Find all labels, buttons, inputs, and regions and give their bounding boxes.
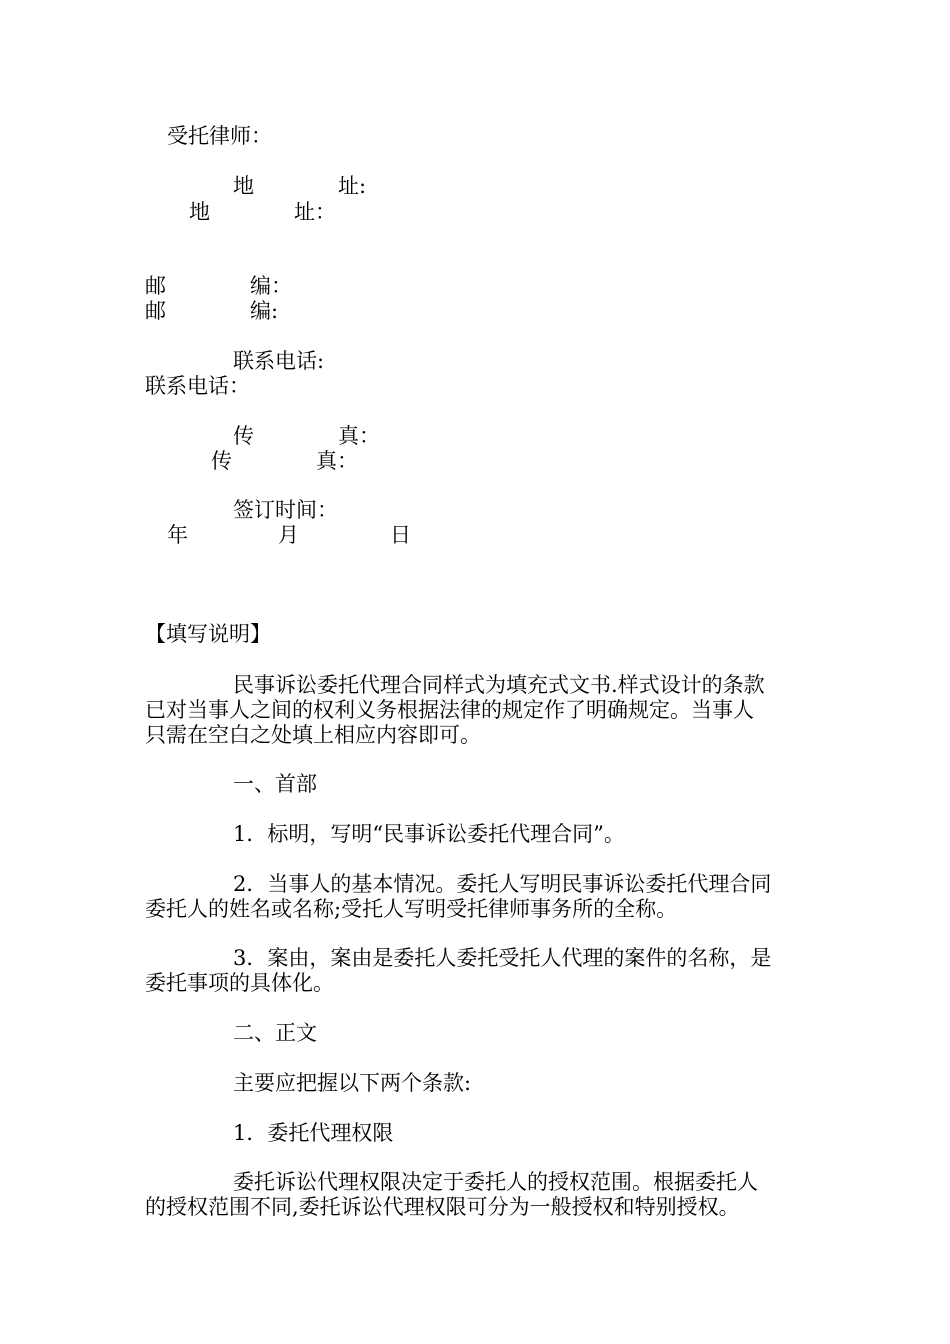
item-3-line-1: 3．案由，案由是委托人委托受托人代理的案件的名称，是 xyxy=(233,946,772,970)
date-day: 日 xyxy=(390,523,411,547)
intro-line-2: 已对当事人之间的权利义务根据法律的规定作了明确规定。当事人 xyxy=(145,698,754,722)
item-2-line-2: 委托人的姓名或名称;受托人写明受托律师事务所的全称。 xyxy=(145,897,678,921)
section-1-title: 一、首部 xyxy=(233,772,317,796)
main-clauses-intro: 主要应把握以下两个条款: xyxy=(233,1071,472,1095)
section-2-title: 二、正文 xyxy=(233,1021,317,1045)
phone-label-2: 联系电话： xyxy=(145,374,250,398)
intro-line-3: 只需在空白之处填上相应内容即可。 xyxy=(145,723,481,747)
clause-1-line-1: 委托诉讼代理权限决定于委托人的授权范围。根据委托人 xyxy=(233,1170,758,1194)
date-month: 月 xyxy=(278,523,299,547)
fax-label-1: 传 真： xyxy=(233,424,380,448)
instructions-heading: 【填写说明】 xyxy=(145,622,271,646)
postcode-label-2: 邮 编: xyxy=(145,299,279,323)
sign-time-label: 签订时间： xyxy=(233,498,338,522)
address-label-1: 地 址: xyxy=(233,174,367,198)
phone-label-1: 联系电话: xyxy=(233,349,325,373)
intro-line-1: 民事诉讼委托代理合同样式为填充式文书.样式设计的条款 xyxy=(233,673,765,697)
clause-1-title: 1．委托代理权限 xyxy=(233,1121,394,1145)
date-year: 年 xyxy=(167,523,188,547)
clause-1-line-2: 的授权范围不同,委托诉讼代理权限可分为一般授权和特别授权。 xyxy=(145,1195,740,1219)
item-1: 1．标明，写明“民事诉讼委托代理合同”。 xyxy=(233,822,625,846)
item-3-line-2: 委托事项的具体化。 xyxy=(145,971,334,995)
trustee-lawyer-label: 受托律师： xyxy=(167,124,272,148)
postcode-label-1: 邮 编： xyxy=(145,274,292,298)
address-label-2: 地 址： xyxy=(189,200,336,224)
fax-label-2: 传 真： xyxy=(211,449,358,473)
item-2-line-1: 2．当事人的基本情况。委托人写明民事诉讼委托代理合同 xyxy=(233,872,772,896)
